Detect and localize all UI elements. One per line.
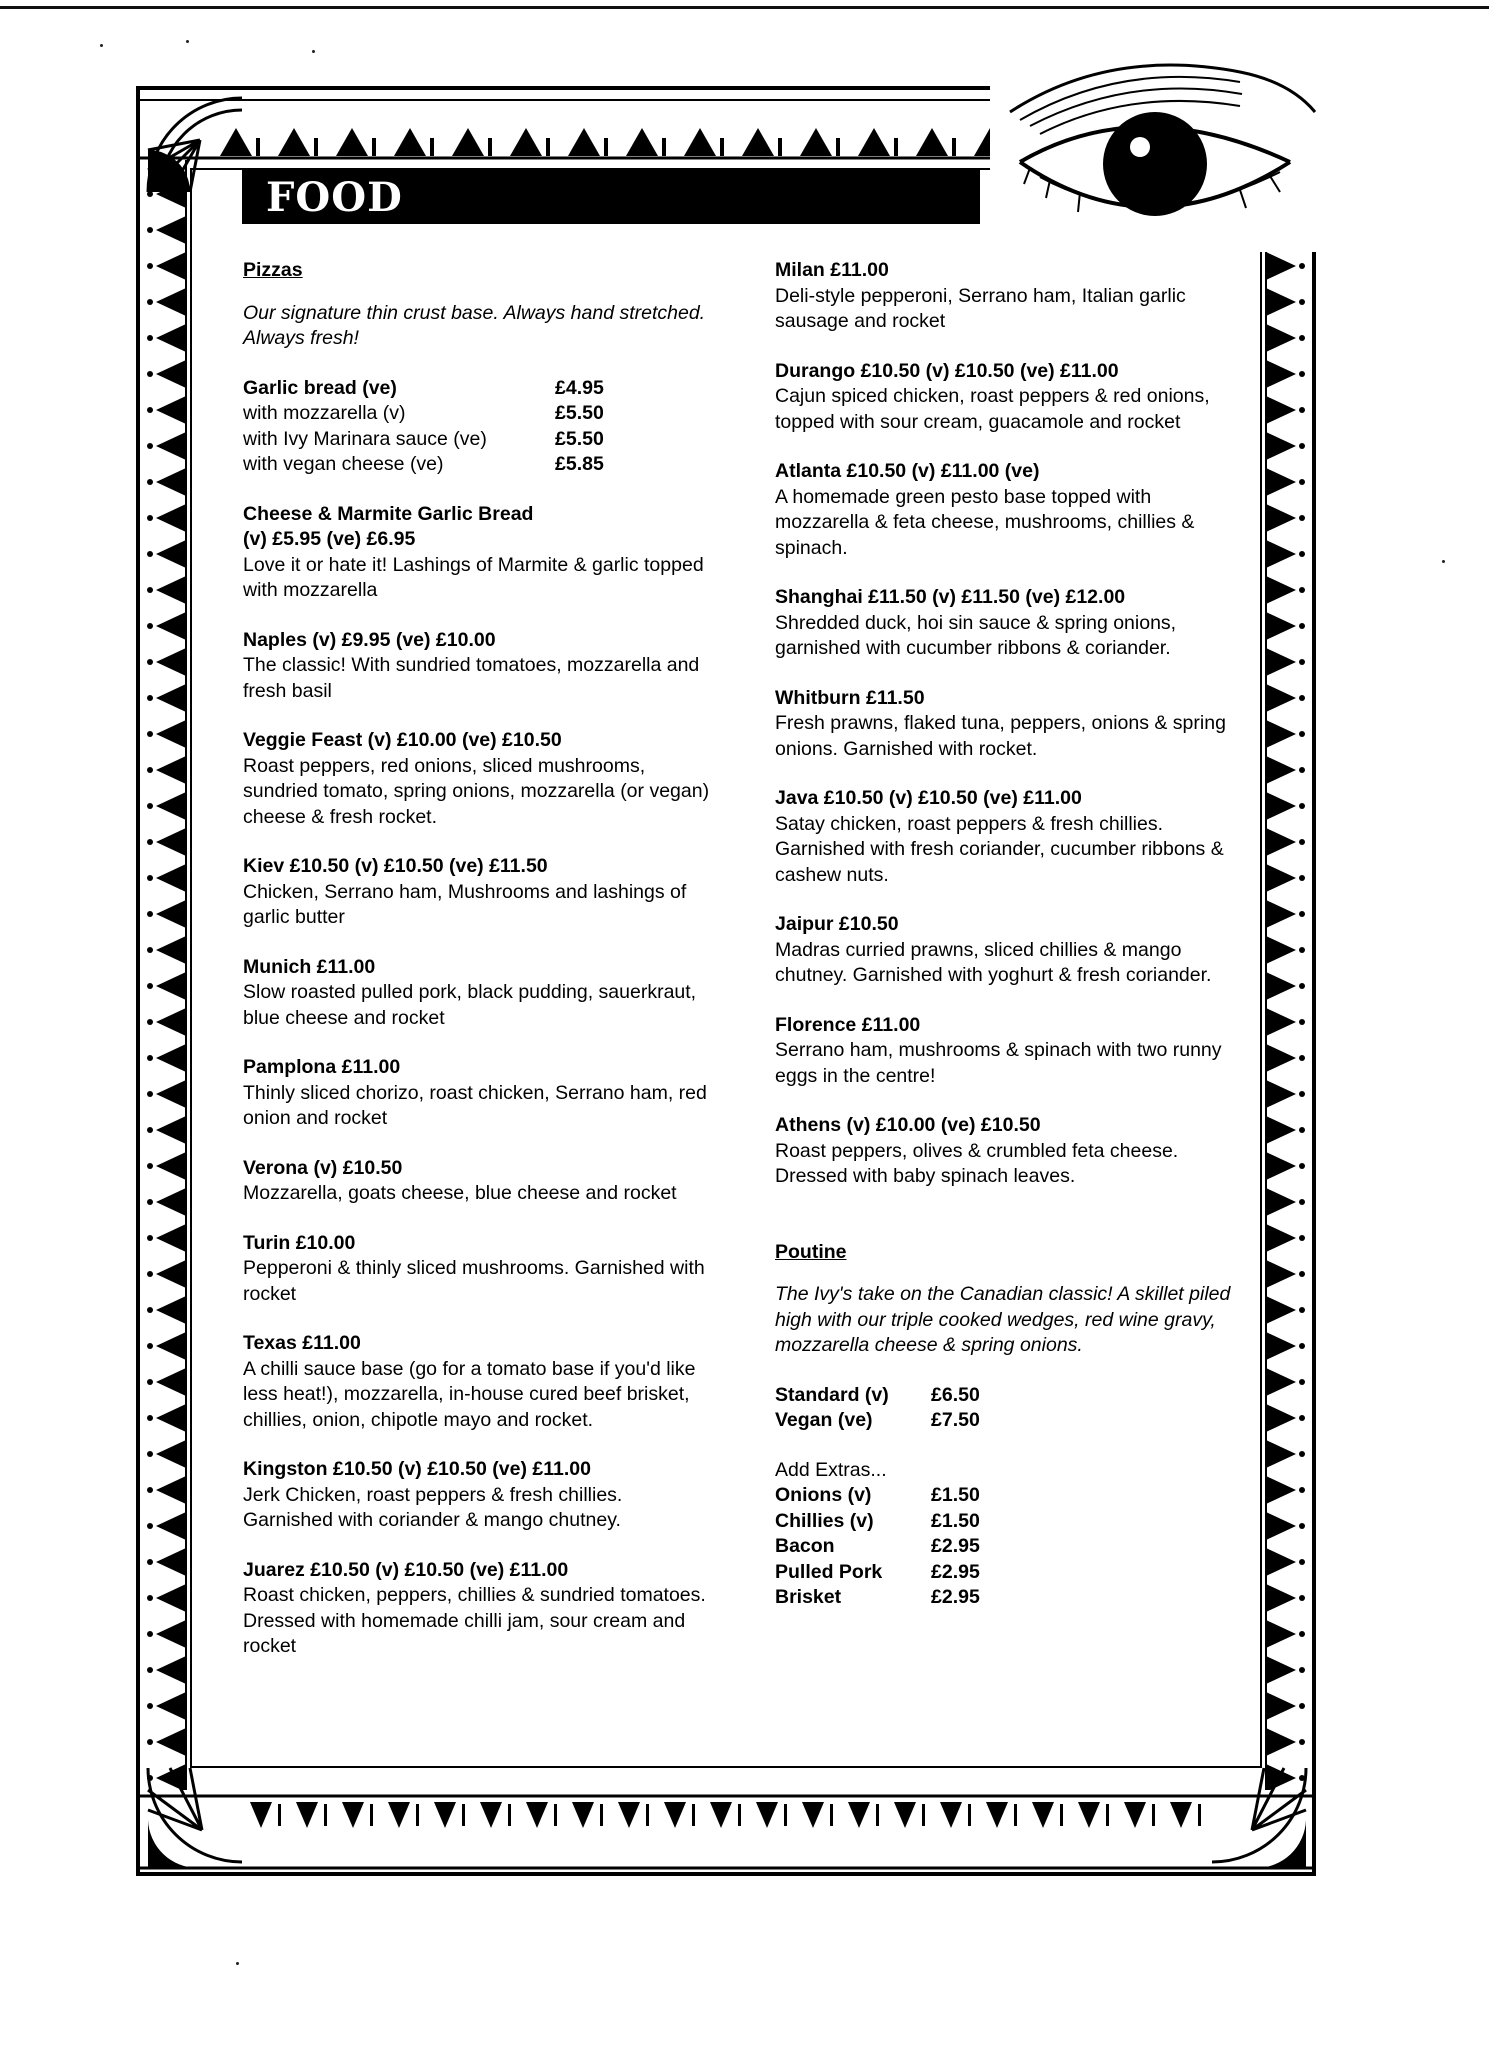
eye-illustration <box>990 52 1320 252</box>
menu-item-name: Pamplona £11.00 <box>243 1056 401 1078</box>
price-label: Garlic bread (ve) <box>243 376 397 399</box>
menu-item-desc: Roast peppers, olives & crumbled feta cheese. Dressed with baby spinach leaves. <box>775 1139 1179 1187</box>
price-row <box>243 427 713 453</box>
price-row <box>775 1585 1245 1611</box>
menu-item-desc: Shredded duck, hoi sin sauce & spring onions, garnished with cucumber ribbons & coriander. <box>775 611 1177 659</box>
menu-item-name: Naples (v) £9.95 (ve) £10.00 <box>243 628 496 651</box>
price-label: with vegan cheese (ve) <box>243 453 444 475</box>
price-row <box>775 1483 1245 1509</box>
price-row <box>775 1383 1245 1409</box>
price-row <box>775 1509 1245 1535</box>
corner-fan-top-left <box>140 90 250 200</box>
menu-item-name: Munich £11.00 <box>243 955 376 978</box>
price-row <box>243 401 713 427</box>
price-value: £1.50 <box>931 1484 980 1506</box>
menu-item <box>775 686 1245 763</box>
price-row <box>775 1408 1245 1434</box>
pizzas-heading: Pizzas <box>243 259 303 281</box>
price-label: Brisket <box>775 1586 842 1608</box>
poutine-heading: Poutine <box>775 1240 847 1263</box>
menu-item-desc: Cajun spiced chicken, roast peppers & red onions, topped with sour cream, guacamole and rocket <box>775 385 1210 433</box>
price-value: £5.50 <box>555 402 604 424</box>
menu-item-name: Shanghai £11.50 (v) £11.50 (ve) £12.00 <box>775 586 1126 608</box>
menu-item-name: Kingston £10.50 (v) £10.50 (ve) £11.00 <box>243 1458 591 1480</box>
menu-item-desc: Mozzarella, goats cheese, blue cheese and rocket <box>243 1182 677 1204</box>
bottom-border-pattern <box>140 1790 1312 1872</box>
price-label: Pulled Pork <box>775 1560 883 1583</box>
garlic-bread-price-list <box>243 376 713 478</box>
menu-item-desc: Thinly sliced chorizo, roast chicken, Serrano ham, red onion and rocket <box>243 1081 707 1129</box>
menu-item-desc: Love it or hate it! Lashings of Marmite & garlic topped with mozzarella <box>243 553 704 601</box>
menu-item <box>243 1231 713 1308</box>
price-value: £7.50 <box>931 1409 980 1431</box>
corner-fan-bottom-left <box>140 1760 250 1872</box>
price-row <box>243 376 713 402</box>
menu-item-name: Whitburn £11.50 <box>775 686 925 709</box>
price-label: with mozzarella (v) <box>243 402 406 424</box>
menu-item-name: Cheese & Marmite Garlic Bread <box>243 502 534 525</box>
price-value: £4.95 <box>555 376 604 399</box>
poutine-price-list <box>775 1383 1245 1434</box>
scan-speck <box>186 40 189 43</box>
scan-speck <box>236 1962 239 1965</box>
menu-item-name: Turin £10.00 <box>243 1231 356 1254</box>
scan-speck <box>312 50 315 53</box>
extras-price-list <box>775 1483 1245 1611</box>
menu-item <box>243 728 713 830</box>
menu-item <box>775 359 1245 436</box>
menu-item <box>775 1013 1245 1090</box>
left-border-pattern <box>140 160 190 1790</box>
menu-item <box>243 955 713 1032</box>
menu-item <box>243 854 713 931</box>
price-value: £2.95 <box>931 1535 980 1557</box>
price-label: Onions (v) <box>775 1484 872 1506</box>
price-label: Bacon <box>775 1535 835 1557</box>
menu-item-name: Milan £11.00 <box>775 259 889 281</box>
menu-item <box>243 1558 713 1660</box>
price-label: Vegan (ve) <box>775 1409 873 1431</box>
price-value: £2.95 <box>931 1586 980 1608</box>
menu-item-name: Juarez £10.50 (v) £10.50 (ve) £11.00 <box>243 1558 569 1581</box>
price-value: £5.50 <box>555 427 604 450</box>
pizzas-intro: Our signature thin crust base. Always hand stretched. Always fresh! <box>243 301 706 349</box>
menu-item <box>243 1331 713 1433</box>
menu-item-name: Texas £11.00 <box>243 1332 361 1354</box>
scan-speck <box>1442 560 1445 563</box>
menu-item <box>775 786 1245 888</box>
menu-item <box>775 1113 1245 1190</box>
menu-item-name: Veggie Feast (v) £10.00 (ve) £10.50 <box>243 729 562 751</box>
menu-item-desc: Roast chicken, peppers, chillies & sundried tomatoes. Dressed with homemade chilli jam, sour cream and rocket <box>243 1584 706 1657</box>
menu-item-desc: Deli-style pepperoni, Serrano ham, Italian garlic sausage and rocket <box>775 284 1186 332</box>
menu-item-desc: Satay chicken, roast peppers & fresh chillies. Garnished with fresh coriander, cucumber ribbons & cashew nuts. <box>775 812 1224 886</box>
corner-fan-bottom-right <box>1204 1760 1314 1872</box>
right-border-pattern <box>1262 160 1312 1790</box>
menu-item-name: Jaipur £10.50 <box>775 913 899 935</box>
price-row <box>243 452 713 478</box>
price-label: Standard (v) <box>775 1383 889 1406</box>
menu-item <box>243 1156 713 1207</box>
menu-item <box>775 459 1245 561</box>
menu-item-desc: Slow roasted pulled pork, black pudding, sauerkraut, blue cheese and rocket <box>243 981 697 1029</box>
menu-item-name: Atlanta £10.50 (v) £11.00 (ve) <box>775 460 1040 482</box>
menu-item-name: Verona (v) £10.50 <box>243 1156 403 1179</box>
menu-item <box>243 628 713 705</box>
price-value: £1.50 <box>931 1509 980 1532</box>
menu-item <box>775 912 1245 989</box>
menu-item-name: Athens (v) £10.00 (ve) £10.50 <box>775 1114 1041 1136</box>
price-label: Chillies (v) <box>775 1509 874 1532</box>
menu-column-right <box>775 258 1245 1611</box>
menu-item-desc: Serrano ham, mushrooms & spinach with two runny eggs in the centre! <box>775 1039 1222 1087</box>
menu-item-desc: Roast peppers, red onions, sliced mushrooms, sundried tomato, spring onions, mozzarella (or vegan) cheese & fresh rocket. <box>243 754 710 828</box>
menu-item <box>243 1457 713 1534</box>
menu-item-desc: A chilli sauce base (go for a tomato base if you'd like less heat!), mozzarella, in-house cured beef brisket, chillies, onion, chipotle mayo and rocket. <box>243 1357 696 1431</box>
menu-item <box>775 258 1245 335</box>
scan-speck <box>100 44 103 47</box>
menu-column-left <box>243 258 713 1660</box>
scan-edge-line <box>0 6 1489 9</box>
price-label: with Ivy Marinara sauce (ve) <box>243 427 487 450</box>
price-row <box>775 1560 1245 1586</box>
menu-item <box>243 502 713 604</box>
price-row <box>775 1534 1245 1560</box>
menu-item-desc: Chicken, Serrano ham, Mushrooms and lashings of garlic butter <box>243 880 687 928</box>
menu-item <box>243 1055 713 1132</box>
price-value: £6.50 <box>931 1383 980 1406</box>
menu-item-name: Kiev £10.50 (v) £10.50 (ve) £11.50 <box>243 855 548 877</box>
poutine-intro: The Ivy's take on the Canadian classic! A skillet piled high with our triple cooked wedges, red wine gravy, mozzarella cheese & spring onions. <box>775 1283 1231 1356</box>
menu-item-price-line: (v) £5.95 (ve) £6.95 <box>243 528 416 550</box>
menu-item-name: Durango £10.50 (v) £10.50 (ve) £11.00 <box>775 359 1119 382</box>
menu-item <box>775 585 1245 662</box>
menu-item-desc: Madras curried prawns, sliced chillies & mango chutney. Garnished with yoghurt & fresh coriander. <box>775 938 1212 986</box>
menu-item-desc: Pepperoni & thinly sliced mushrooms. Garnished with rocket <box>243 1257 705 1305</box>
price-value: £2.95 <box>931 1560 980 1583</box>
menu-item-desc: A homemade green pesto base topped with mozzarella & feta cheese, mushrooms, chillies & spinach. <box>775 485 1195 559</box>
menu-item-name: Florence £11.00 <box>775 1013 921 1036</box>
price-value: £5.85 <box>555 453 604 475</box>
menu-item-name: Java £10.50 (v) £10.50 (ve) £11.00 <box>775 787 1082 809</box>
menu-item-desc: The classic! With sundried tomatoes, mozzarella and fresh basil <box>243 654 700 702</box>
menu-item-desc: Fresh prawns, flaked tuna, peppers, onions & spring onions. Garnished with rocket. <box>775 712 1226 760</box>
menu-item-desc: Jerk Chicken, roast peppers & fresh chillies. Garnished with coriander & mango chutney. <box>243 1483 623 1531</box>
section-title: FOOD <box>266 174 403 221</box>
extras-label: Add Extras... <box>775 1458 887 1481</box>
